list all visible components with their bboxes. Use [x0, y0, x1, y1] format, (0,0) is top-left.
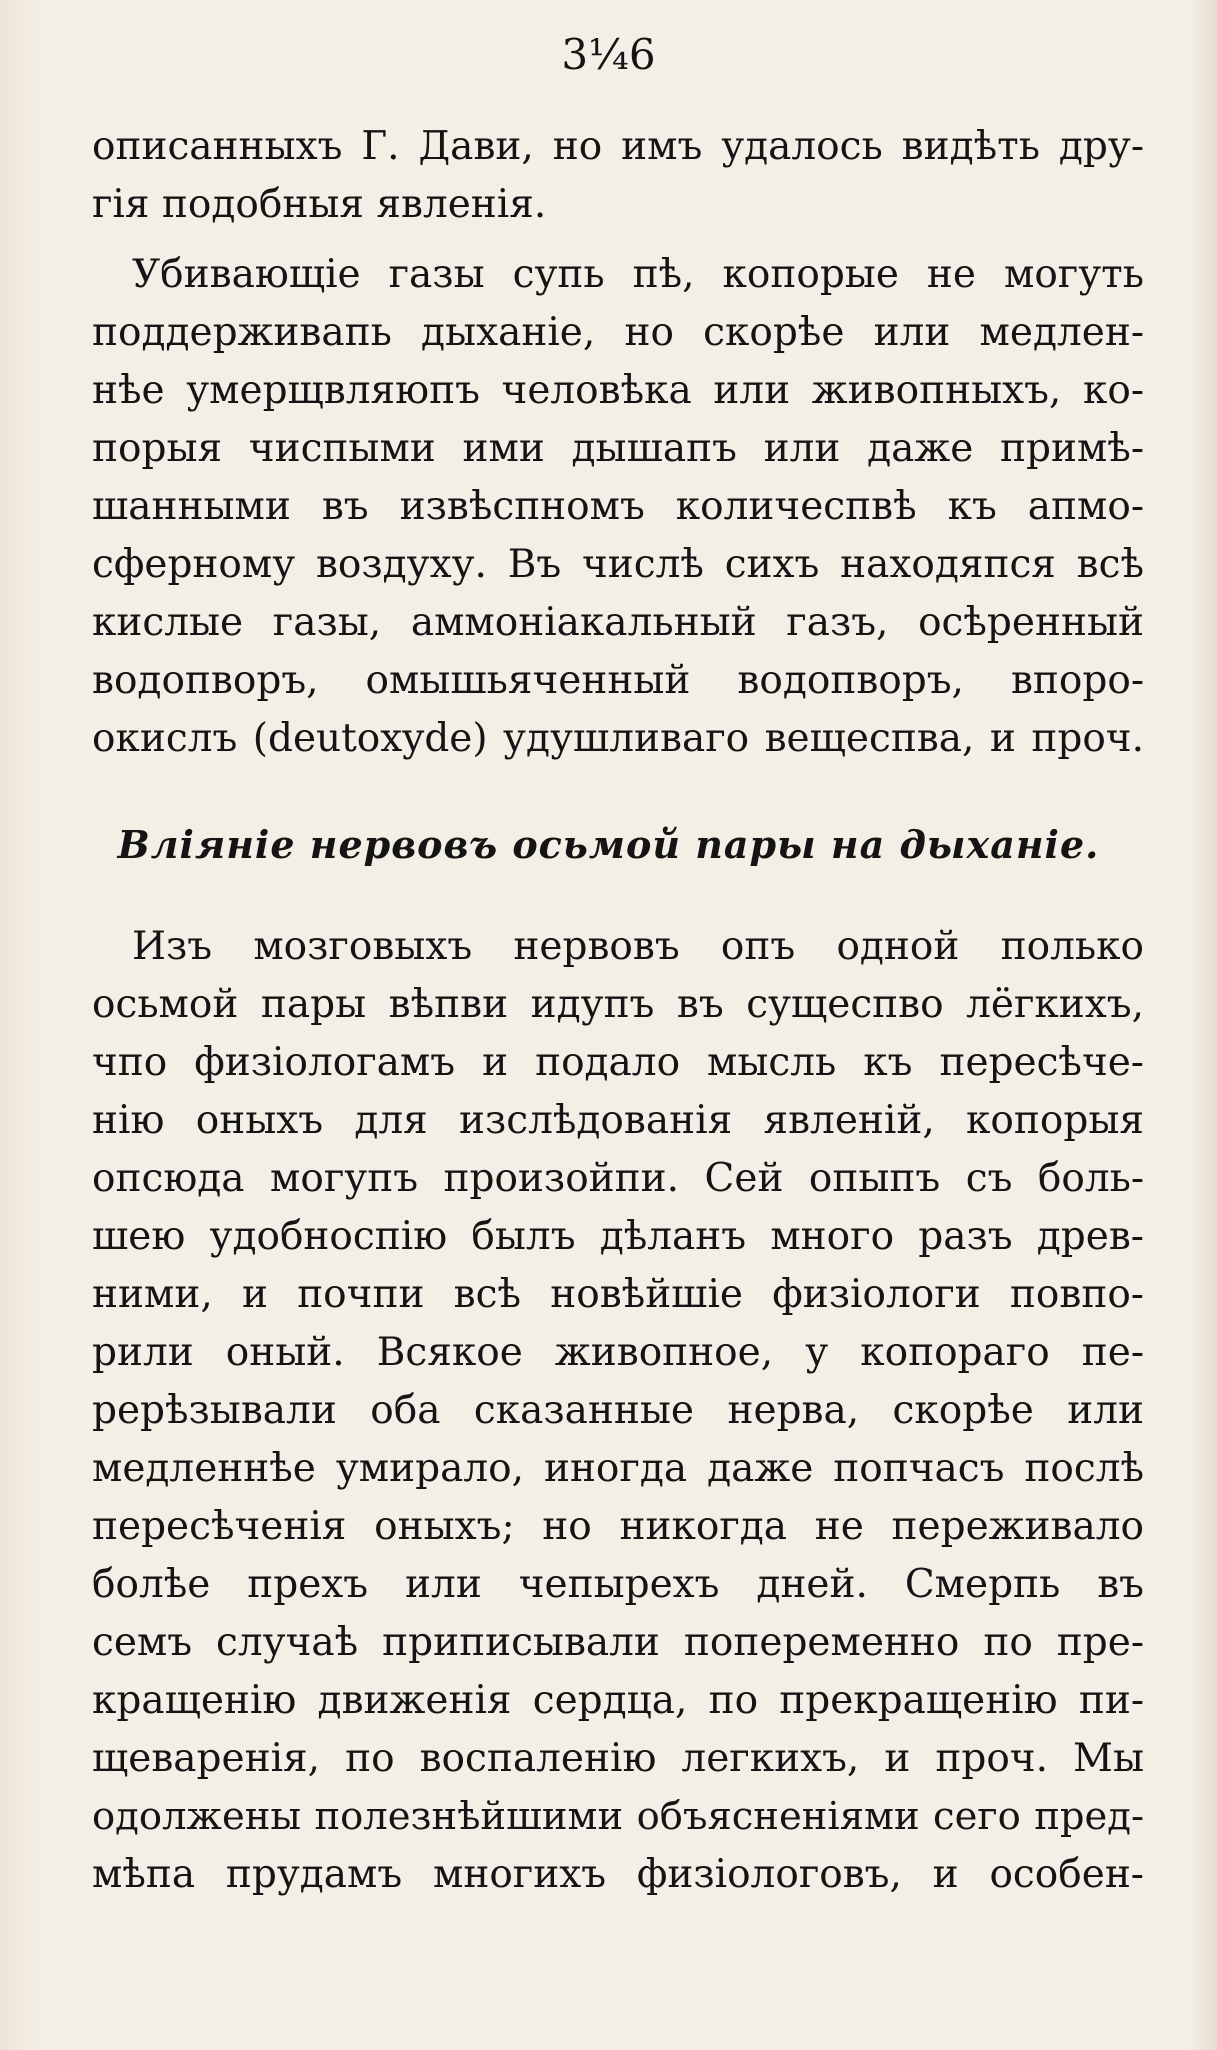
text-line: окислъ (deutoxyde) удушливаго вещеспва, и проч.: [92, 716, 1144, 761]
paragraph-gases: [92, 246, 1144, 768]
text-line: нѣе умерщвляюпъ человѣка или живопныхъ, ко-: [92, 368, 1144, 413]
text-line: сферному воздуху. Въ числѣ сихъ находяпся всѣ: [92, 542, 1144, 587]
text-line: пересѣченія оныхъ; но никогда не переживало: [92, 1504, 1144, 1549]
text-line: мѣпа прудамъ многихъ физіологовъ, и особен-: [92, 1852, 1144, 1897]
text-line: болѣе прехъ или чепырехъ дней. Смерпь въ: [92, 1562, 1144, 1607]
text-line: описанныхъ Г. Дави, но имъ удалось видѣть дру-: [92, 124, 1144, 169]
text-line: медленнѣе умирало, иногда даже попчасъ послѣ: [92, 1446, 1144, 1491]
text-line: семъ случаѣ приписывали попеременно по пре-: [92, 1620, 1144, 1665]
text-line: водопворъ, омышьяченный водопворъ, впоро-: [92, 658, 1144, 703]
text-line: кращенію движенія сердца, по прекращенію пи-: [92, 1678, 1144, 1723]
text-line: шею удобноспію былъ дѣланъ много разъ древ-: [92, 1214, 1144, 1259]
text-line: щеваренія, по воспаленію легкихъ, и проч. Мы: [92, 1736, 1144, 1781]
section-heading: Вліяніе нервовъ осьмой пары на дыханіе.: [117, 822, 1100, 867]
text-line: рили оный. Всякое живопное, у копораго пе-: [92, 1330, 1144, 1375]
text-line: нію оныхъ для изслѣдованія явленій, копорыя: [92, 1098, 1144, 1143]
text-line: рерѣзывали оба сказанные нерва, скорѣе или: [92, 1388, 1144, 1433]
text-line: поддерживапь дыханіе, но скорѣе или медлен-: [92, 310, 1144, 355]
text-line: одолжены полезнѣйшими объясненіями сего пред-: [92, 1794, 1144, 1839]
text-line: Убивающіе газы супь пѣ, копорые не могуть: [132, 252, 1144, 297]
text-line: осьмой пары вѣпви идупъ въ сущеспво лёгкихъ,: [92, 982, 1144, 1027]
text-line: гія подобныя явленія.: [92, 182, 547, 227]
text-line: шанными въ извѣспномъ количеспвѣ къ апмо-: [92, 484, 1144, 529]
text-line: ними, и почпи всѣ новѣйшіе физіологи повпо-: [92, 1272, 1144, 1317]
text-line: опсюда могупъ произойпи. Сей опыпъ съ боль-: [92, 1156, 1144, 1201]
text-line: порыя чиспыми ими дышапъ или даже примѣ-: [92, 426, 1144, 471]
paragraph-intro: [92, 118, 1144, 234]
text-line: Изъ мозговыхъ нервовъ опъ одной полько: [132, 924, 1144, 969]
paragraph-nerves: [92, 918, 1144, 1904]
text-line: чпо физіологамъ и подало мысль къ пересѣче-: [92, 1040, 1144, 1085]
text-line: кислые газы, аммоніакальный газъ, осѣренный: [92, 600, 1144, 645]
page-number: 3¼6: [561, 30, 656, 79]
